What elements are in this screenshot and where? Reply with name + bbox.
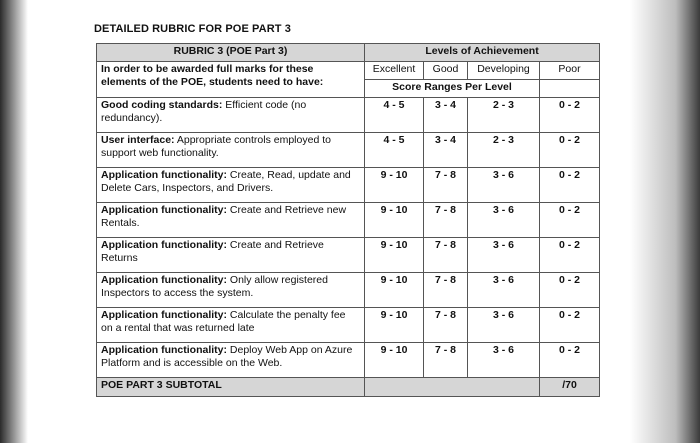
- criterion-cell: [97, 98, 365, 133]
- criterion-cell: [97, 203, 365, 238]
- page-left-shadow: [0, 0, 28, 443]
- score-developing: 3 - 6: [468, 203, 540, 238]
- score-developing: 3 - 6: [468, 238, 540, 273]
- criterion-description: Efficient code (no redundancy).: [101, 99, 307, 124]
- rubric-label: RUBRIC 3 (POE Part 3): [97, 44, 365, 62]
- score-developing: 3 - 6: [468, 308, 540, 343]
- criterion-description: Only allow registered Inspectors to access the system.: [101, 274, 328, 299]
- level-developing: Developing: [468, 62, 540, 80]
- intro-line-2: elements of the POE, students need to have:: [101, 76, 324, 88]
- document-title: DETAILED RUBRIC FOR POE PART 3: [94, 23, 291, 35]
- score-excellent: 9 - 10: [365, 203, 424, 238]
- score-good: 7 - 8: [424, 343, 468, 378]
- criterion-description: Calculate the penalty fee on a rental that was returned late: [101, 309, 346, 334]
- criterion-description: Create and Retrieve new Rentals.: [101, 204, 347, 229]
- levels-label: Levels of Achievement: [365, 44, 600, 62]
- score-poor: 0 - 2: [540, 133, 600, 168]
- intro-cell: [97, 62, 365, 98]
- score-poor: 0 - 2: [540, 168, 600, 203]
- criterion-cell: [97, 133, 365, 168]
- score-excellent: 9 - 10: [365, 343, 424, 378]
- score-poor: 0 - 2: [540, 98, 600, 133]
- criterion-row: [97, 238, 600, 273]
- criterion-cell: [97, 308, 365, 343]
- subtotal-total: /70: [540, 378, 600, 397]
- score-developing: 2 - 3: [468, 133, 540, 168]
- criterion-row: [97, 308, 600, 343]
- level-poor: Poor: [540, 62, 600, 80]
- criterion-description: Create, Read, update and Delete Cars, Inspectors, and Drivers.: [101, 169, 351, 194]
- criterion-row: [97, 273, 600, 308]
- criterion-row: [97, 203, 600, 238]
- score-poor: 0 - 2: [540, 273, 600, 308]
- criterion-row: [97, 133, 600, 168]
- score-developing: 2 - 3: [468, 98, 540, 133]
- criterion-title: Application functionality:: [101, 169, 227, 181]
- level-good: Good: [424, 62, 468, 80]
- score-good: 7 - 8: [424, 203, 468, 238]
- score-developing: 3 - 6: [468, 273, 540, 308]
- score-poor: 0 - 2: [540, 203, 600, 238]
- criterion-title: Application functionality:: [101, 274, 227, 286]
- criterion-cell: [97, 273, 365, 308]
- criterion-description: Appropriate controls employed to support web functionality.: [101, 134, 331, 159]
- score-poor: 0 - 2: [540, 343, 600, 378]
- score-good: 7 - 8: [424, 273, 468, 308]
- intro-line-1: In order to be awarded full marks for these: [101, 63, 314, 75]
- criterion-description: Create and Retrieve Returns: [101, 239, 324, 264]
- score-ranges-blank: [540, 80, 600, 98]
- criterion-row: [97, 168, 600, 203]
- header-row-2: [97, 62, 600, 80]
- criterion-title: Application functionality:: [101, 309, 227, 321]
- criterion-title: Application functionality:: [101, 204, 227, 216]
- score-excellent: 9 - 10: [365, 168, 424, 203]
- criterion-row: [97, 343, 600, 378]
- score-developing: 3 - 6: [468, 343, 540, 378]
- score-good: 7 - 8: [424, 168, 468, 203]
- score-excellent: 9 - 10: [365, 273, 424, 308]
- level-excellent: Excellent: [365, 62, 424, 80]
- score-excellent: 4 - 5: [365, 133, 424, 168]
- subtotal-row: [97, 378, 600, 397]
- subtotal-blank: [365, 378, 540, 397]
- criterion-title: Good coding standards:: [101, 99, 223, 111]
- subtotal-label: POE PART 3 SUBTOTAL: [97, 378, 365, 397]
- criterion-row: [97, 98, 600, 133]
- page-right-shadow: [630, 0, 700, 443]
- score-ranges-label: Score Ranges Per Level: [365, 80, 540, 98]
- score-good: 3 - 4: [424, 133, 468, 168]
- criterion-cell: [97, 168, 365, 203]
- score-developing: 3 - 6: [468, 168, 540, 203]
- score-excellent: 9 - 10: [365, 308, 424, 343]
- criterion-title: Application functionality:: [101, 344, 227, 356]
- criterion-title: User interface:: [101, 134, 175, 146]
- score-poor: 0 - 2: [540, 238, 600, 273]
- score-good: 7 - 8: [424, 238, 468, 273]
- score-good: 3 - 4: [424, 98, 468, 133]
- score-good: 7 - 8: [424, 308, 468, 343]
- score-excellent: 4 - 5: [365, 98, 424, 133]
- criterion-title: Application functionality:: [101, 239, 227, 251]
- criterion-cell: [97, 238, 365, 273]
- criterion-cell: [97, 343, 365, 378]
- score-poor: 0 - 2: [540, 308, 600, 343]
- criterion-description: Deploy Web App on Azure Platform and is accessible on the Web.: [101, 344, 353, 369]
- rubric-table: [96, 43, 600, 397]
- header-row-1: [97, 44, 600, 62]
- score-excellent: 9 - 10: [365, 238, 424, 273]
